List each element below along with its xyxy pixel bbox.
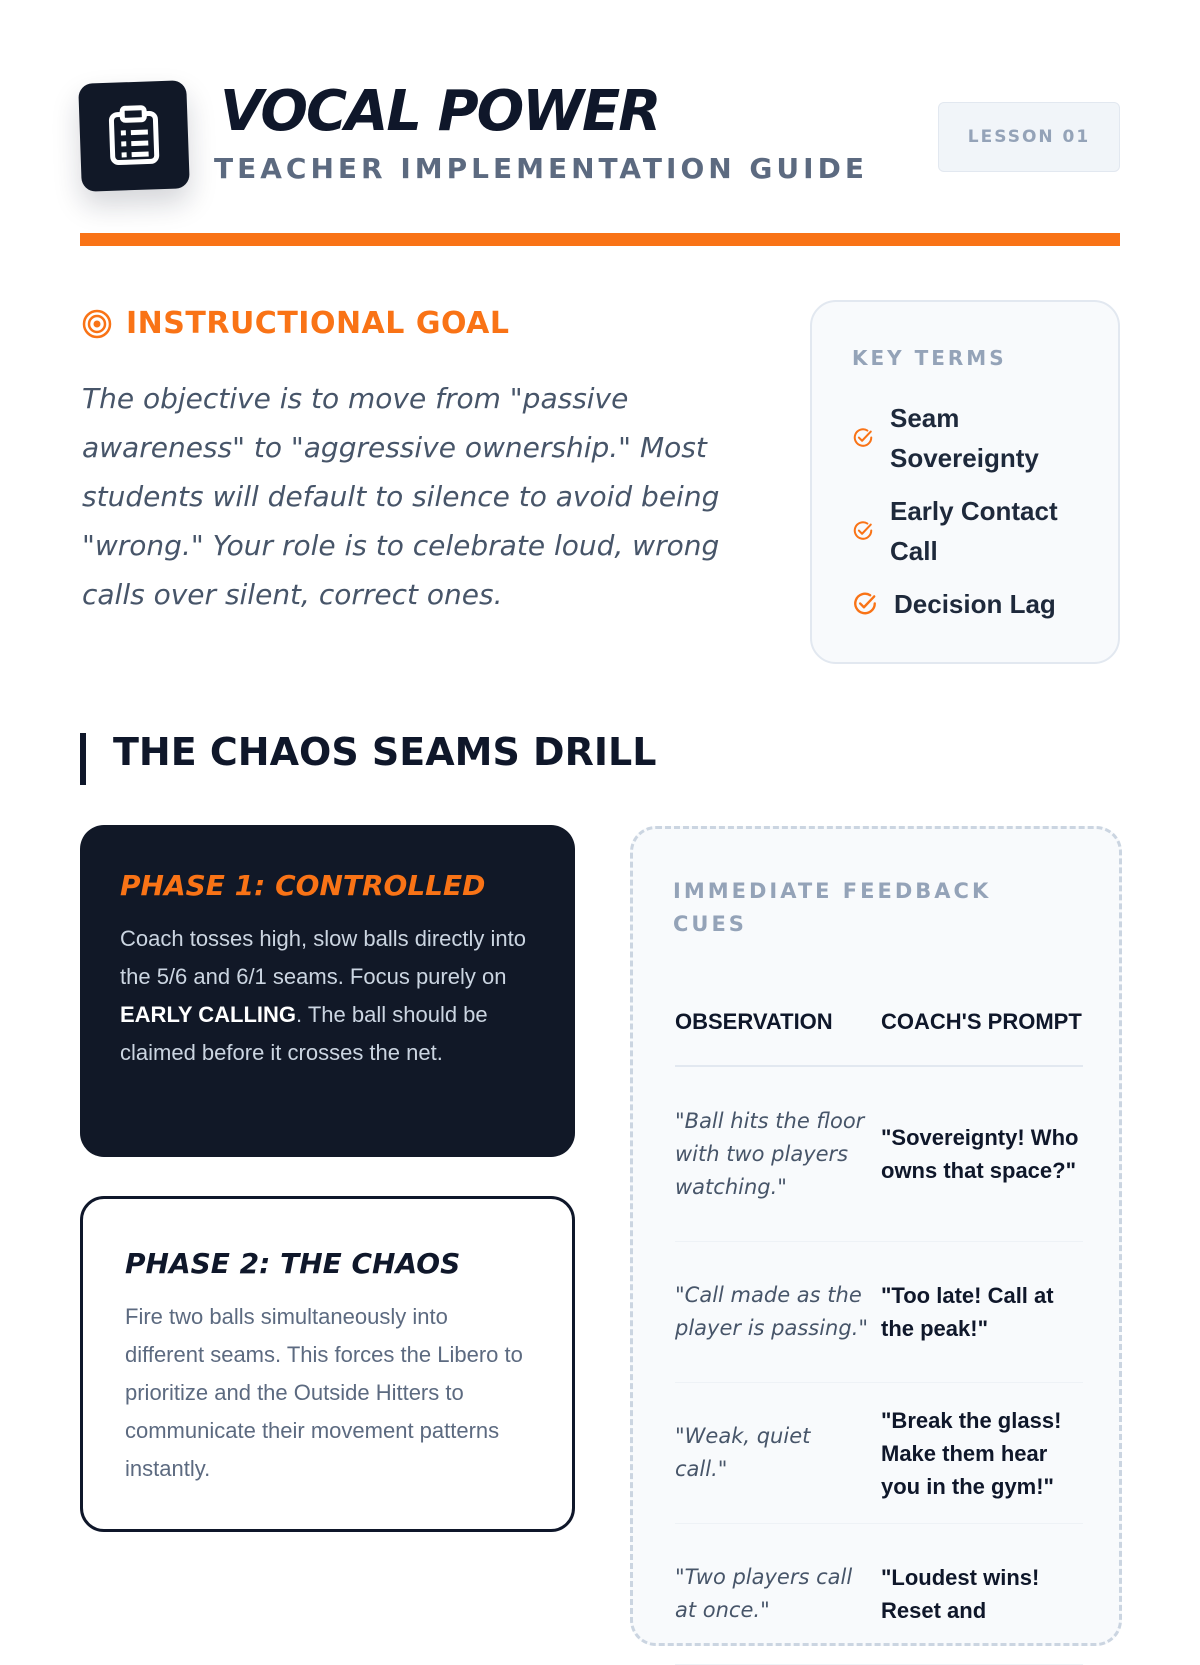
page-header <box>80 80 1120 200</box>
table-row <box>675 1067 1083 1242</box>
goal-heading-label: INSTRUCTIONAL GOAL <box>126 306 510 341</box>
check-circle-icon <box>852 520 874 542</box>
goal-text: The objective is to move from "passive awareness" to "aggressive ownership." Most students will default to silence to avoid being "wrong." Your role is to celebrate loud, wrong calls over silent, correct ones. <box>82 382 720 611</box>
table-header <box>675 977 1083 1067</box>
phase-2-text: Fire two balls simultaneously into different seams. This forces the Libero to prioritize and the Outside Hitters to communicate their movement patterns instantly. <box>125 1304 523 1481</box>
lesson-badge: LESSON 01 <box>938 102 1120 172</box>
prompt-cell: "Break the glass! Make them hear you in the gym!" <box>881 1407 1062 1499</box>
key-term-label: Early Contact Call <box>890 496 1058 566</box>
key-terms-card <box>810 300 1120 664</box>
table-row <box>675 1524 1083 1665</box>
observation-cell: "Ball hits the floor with two players watching." <box>675 1108 865 1199</box>
prompt-cell: "Sovereignty! Who owns that space?" <box>881 1125 1079 1183</box>
observation-cell: "Weak, quiet call." <box>675 1424 811 1481</box>
check-circle-icon <box>852 427 874 449</box>
section-accent-bar <box>80 733 86 785</box>
clipboard-icon <box>105 105 163 167</box>
feedback-cues-panel <box>630 826 1122 1646</box>
prompt-cell: "Too late! Call at the peak!" <box>881 1283 1054 1341</box>
phase-2-card <box>80 1196 575 1532</box>
page-title: VOCAL POWER <box>220 79 660 144</box>
feedback-cues-label: IMMEDIATE FEEDBACK CUES <box>673 879 992 936</box>
column-header-observation: OBSERVATION <box>675 1008 833 1034</box>
drill-section-title: THE CHAOS SEAMS DRILL <box>113 730 657 774</box>
phase-2-heading: PHASE 2: THE CHAOS <box>125 1247 461 1280</box>
key-term-item <box>852 398 1092 478</box>
header-divider <box>80 233 1120 246</box>
phase-1-card <box>80 825 575 1157</box>
check-circle-icon <box>852 591 878 617</box>
column-header-prompt: COACH'S PROMPT <box>881 1008 1082 1034</box>
logo <box>78 80 190 192</box>
key-term-label: Decision Lag <box>894 589 1056 619</box>
observation-cell: "Two players call at once." <box>675 1565 853 1622</box>
phase-1-emphasis: EARLY CALLING <box>120 1002 297 1027</box>
key-term-label: Seam Sovereignty <box>890 403 1039 473</box>
key-term-item <box>852 491 1092 571</box>
target-icon <box>82 309 112 339</box>
goal-heading <box>82 306 510 341</box>
phase-1-text: Coach tosses high, slow balls directly into the 5/6 and 6/1 seams. Focus purely on EARLY CALLING. The ball should be claimed before it crosses the net. <box>120 926 526 1065</box>
observation-cell: "Call made as the player is passing." <box>675 1283 869 1340</box>
prompt-cell: "Loudest wins! Reset and <box>881 1565 1040 1623</box>
phase-1-heading: PHASE 1: CONTROLLED <box>120 869 486 902</box>
table-row <box>675 1242 1083 1383</box>
feedback-table <box>675 977 1083 1665</box>
table-row <box>675 1383 1083 1524</box>
key-terms-label: KEY TERMS <box>852 346 1007 370</box>
key-term-item <box>852 584 1102 624</box>
page-subtitle: TEACHER IMPLEMENTATION GUIDE <box>214 152 868 185</box>
